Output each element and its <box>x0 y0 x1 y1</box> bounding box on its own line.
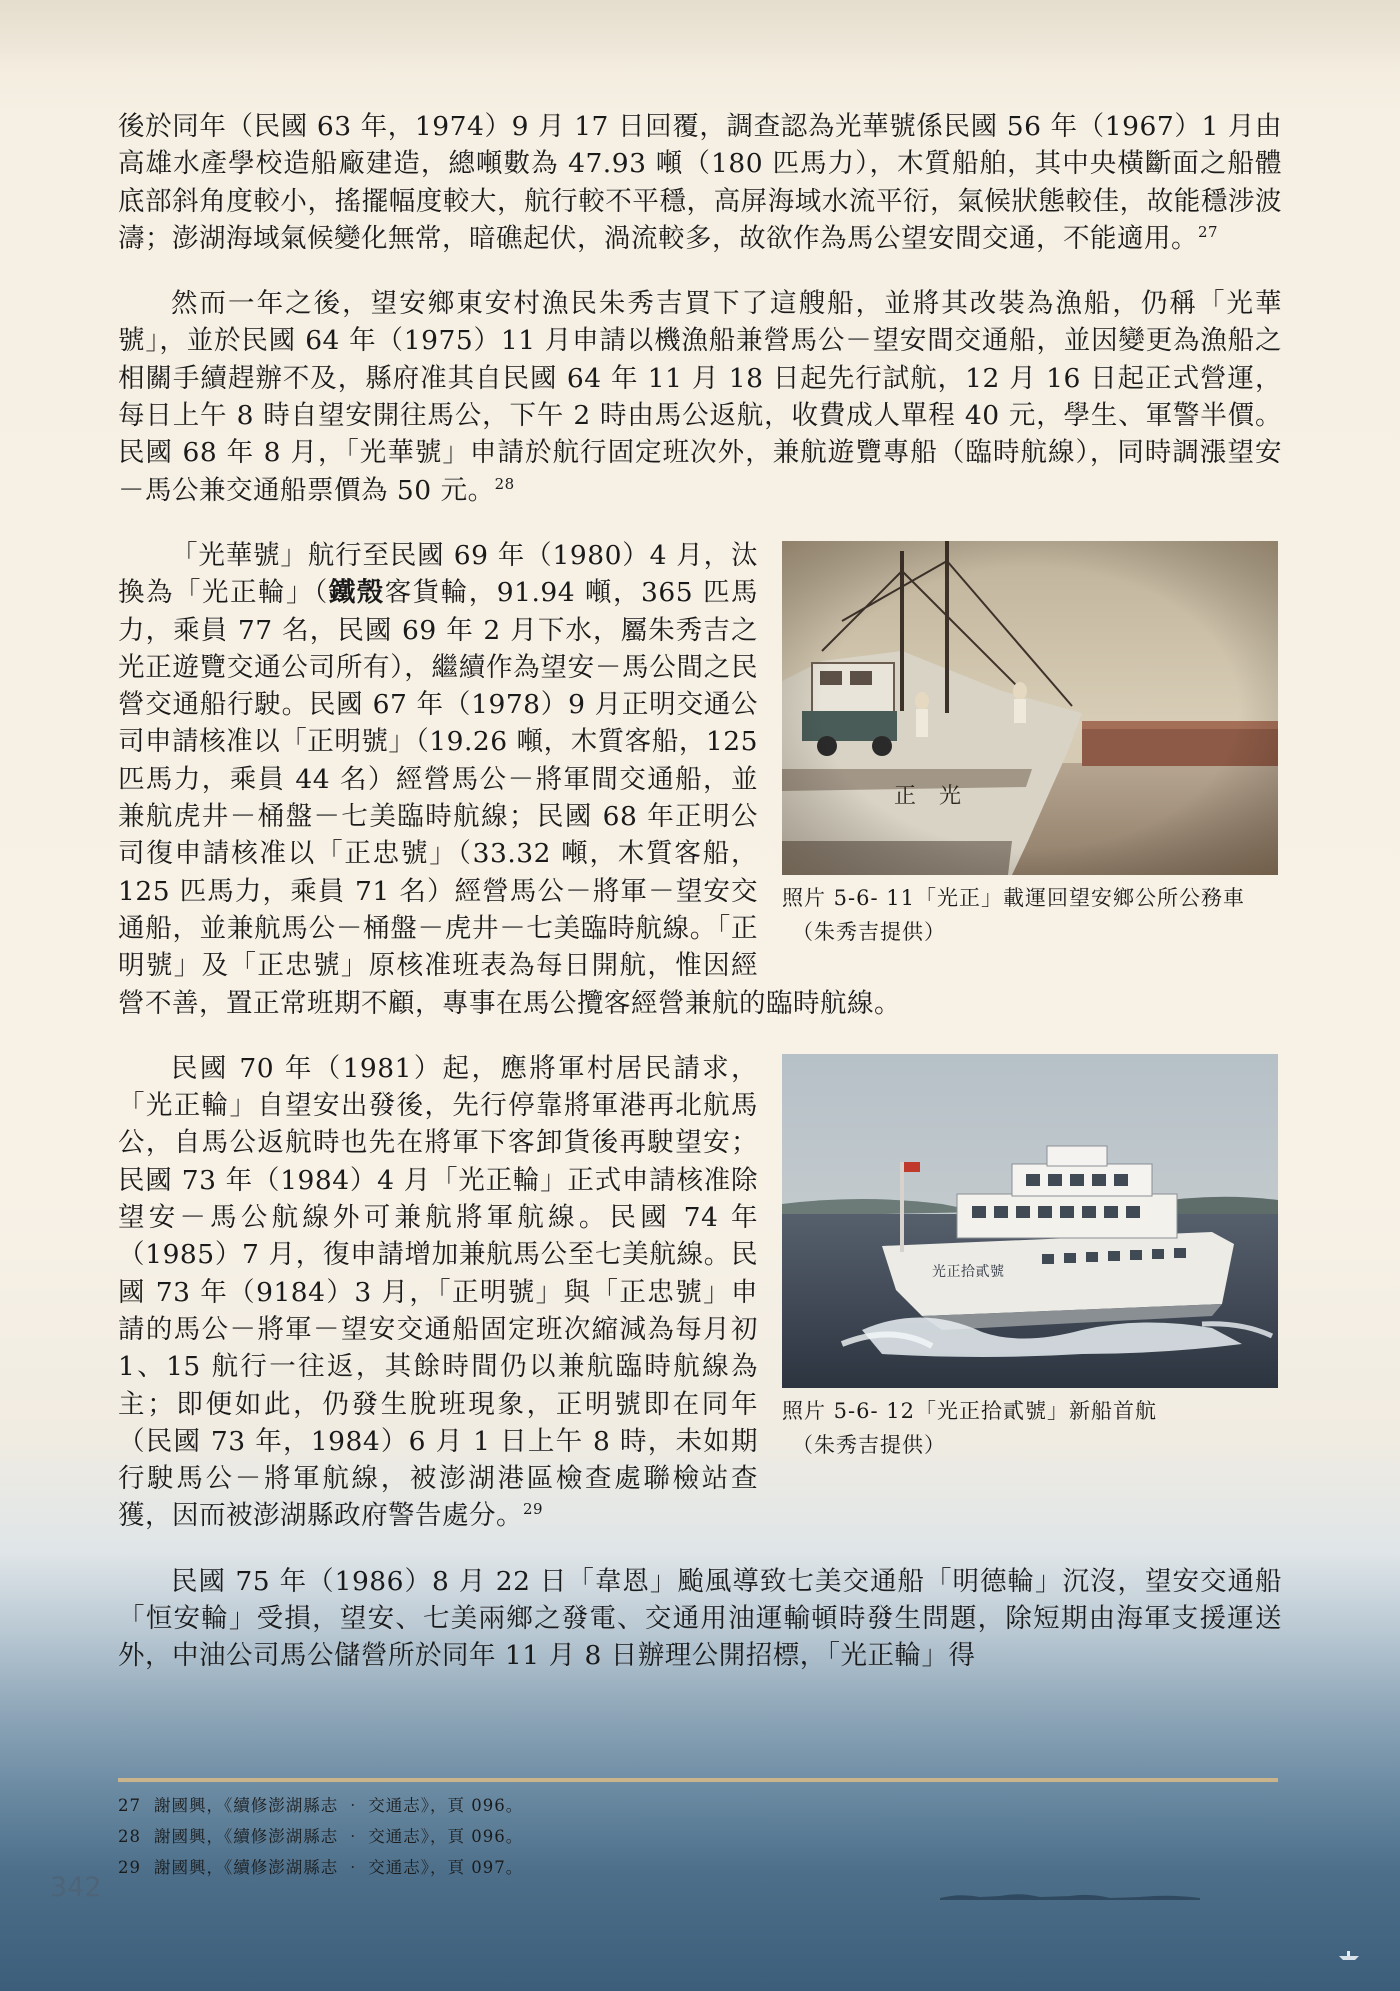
footnote-item <box>118 1852 1018 1883</box>
figure-5-6-11 <box>782 541 1282 949</box>
distant-rocks-decoration <box>940 1890 1200 1900</box>
page-number: 342 <box>50 1872 102 1903</box>
figure-5-6-11-source: （朱秀吉提供） <box>792 919 946 944</box>
photo-guangzheng-12 <box>782 1054 1278 1388</box>
paragraph-2 <box>118 285 1282 509</box>
footnote-item <box>118 1790 1018 1821</box>
small-boat-decoration <box>1338 1950 1360 1960</box>
paragraph-5 <box>118 1563 1282 1675</box>
footnote-ref-27[interactable]: 27 <box>1198 223 1219 242</box>
footnote-ref-28[interactable]: 28 <box>494 474 515 493</box>
top-shade <box>0 0 1400 70</box>
footnote-ref-29[interactable]: 29 <box>523 1500 544 1519</box>
paragraph-1-text: 後於同年（民國 63 年，1974）9 月 17 日回覆，調查認為光華號係民國 56 年（1967）1 月由高雄水產學校造船廠建造，總噸數為 47.93 噸（180 匹馬力），木質船舶，其中央橫斷面之船體底部斜角度較小，搖擺幅度較大，航行較不平穩，高屏海域水流平衍，氣候狀態較佳，故能穩涉波濤；澎湖海域氣候變化無常，暗礁起伏，渦流較多，故欲作為馬公望安間交通，不能適用。 <box>118 111 1282 254</box>
footnote-text: 謝國興，《續修澎湖縣志 ‧ 交通志》，頁 097。 <box>154 1858 524 1877</box>
hull-text-guangzheng-12: 光正拾貳號 <box>932 1263 1005 1280</box>
paragraph-3-bold: 鐵殼 <box>328 577 385 609</box>
footnote-number: 29 <box>118 1858 141 1877</box>
figure-5-6-12-caption <box>782 1394 1282 1462</box>
figure-5-6-12 <box>782 1054 1282 1462</box>
photo-guangzheng-svg <box>782 541 1278 875</box>
photo-guangzheng-12-svg <box>782 1054 1278 1388</box>
footnote-number: 28 <box>118 1827 141 1846</box>
figure-5-6-12-source: （朱秀吉提供） <box>792 1432 946 1457</box>
footnote-item <box>118 1821 1018 1852</box>
paragraph-3-text-a: 「光華號」航行至民國 69 年（1980）4 月，汰換為「光正輪」（ <box>118 539 758 609</box>
figure-5-6-12-caption-text: 照片 5-6- 12「光正拾貳號」新船首航 <box>782 1398 1157 1423</box>
paragraph-3-text-b: 客貨輪，91.94 噸，365 匹馬力，乘員 77 名，民國 69 年 2 月下水，屬朱秀吉之光正遊覽交通公司所有），繼續作為望安－馬公間之民營交通船行駛。民國 67 年（1978）9 月正明交通公司申請核准以「正明號」（19.26 噸，木質客船，125 匹馬力，乘員 44 名）經營馬公－將軍間交通船，並兼航虎井－桶盤－七美臨時航線；民國 68 年正明公司復申請核准以「正忠號」（33.32 噸，木質客船，125 匹馬力，乘員 71 名）經營馬公－將軍－望安交通船，並兼航馬公－桶盤－虎井－七美臨時航線。「正明號」及「正忠號」原核准班表為每日開航，惟因經營不善，置正常班期不顧，專事在馬公攬客經營兼航的臨時航線。 <box>118 577 901 1019</box>
footnote-divider <box>118 1778 1278 1782</box>
figure-5-6-11-caption-text: 照片 5-6- 11「光正」載運回望安鄉公所公務車 <box>782 885 1245 910</box>
paragraph-2-text: 然而一年之後，望安鄉東安村漁民朱秀吉買下了這艘船，並將其改裝為漁船，仍稱「光華號」，並於民國 64 年（1975）11 月申請以機漁船兼營馬公－望安間交通船，並因變更為漁船之相關手續趕辦不及，縣府准其自民國 64 年 11 月 18 日起先行試航，12 月 16 日起正式營運，每日上午 8 時自望安開往馬公，下午 2 時由馬公返航，收費成人單程 40 元，學生、軍警半價。民國 68 年 8 月，「光華號」申請於航行固定班次外，兼航遊覽專船（臨時航線），同時調漲望安－馬公兼交通船票價為 50 元。 <box>118 288 1282 506</box>
footnotes <box>118 1790 1018 1883</box>
photo-guangzheng-ship <box>782 541 1278 875</box>
paragraph-4-text: 民國 70 年（1981）起，應將軍村居民請求，「光正輪」自望安出發後，先行停靠將軍港再北航馬公，自馬公返航時也先在將軍下客卸貨後再駛望安；民國 73 年（1984）4 月「光正輪」正式申請核准除望安－馬公航線外可兼航將軍航線。民國 74 年（1985）7 月，復申請增加兼航馬公至七美航線。民國 73 年（9184）3 月，「正明號」與「正忠號」申請的馬公－將軍－望安交通船固定班次縮減為每月初 1、15 航行一往返，其餘時間仍以兼航臨時航線為主；即便如此，仍發生脫班現象，正明號即在同年（民國 73 年，1984）6 月 1 日上午 8 時，未如期行駛馬公－將軍航線，被澎湖港區檢查處聯檢站查獲，因而被澎湖縣政府警告處分。 <box>118 1052 758 1532</box>
article-body <box>118 108 1282 1675</box>
paragraph-5-text: 民國 75 年（1986）8 月 22 日「韋恩」颱風導致七美交通船「明德輪」沉沒，望安交通船「恒安輪」受損，望安、七美兩鄉之發電、交通用油運輸頓時發生問題，除短期由海軍支援運送外，中油公司馬公儲營所於同年 11 月 8 日辦理公開招標，「光正輪」得 <box>118 1565 1282 1672</box>
paragraph-1 <box>118 108 1282 257</box>
figure-5-6-11-caption <box>782 881 1282 949</box>
footnote-text: 謝國興，《續修澎湖縣志 ‧ 交通志》，頁 096。 <box>154 1796 524 1815</box>
footnote-text: 謝國興，《續修澎湖縣志 ‧ 交通志》，頁 096。 <box>154 1827 524 1846</box>
footnote-number: 27 <box>118 1796 141 1815</box>
